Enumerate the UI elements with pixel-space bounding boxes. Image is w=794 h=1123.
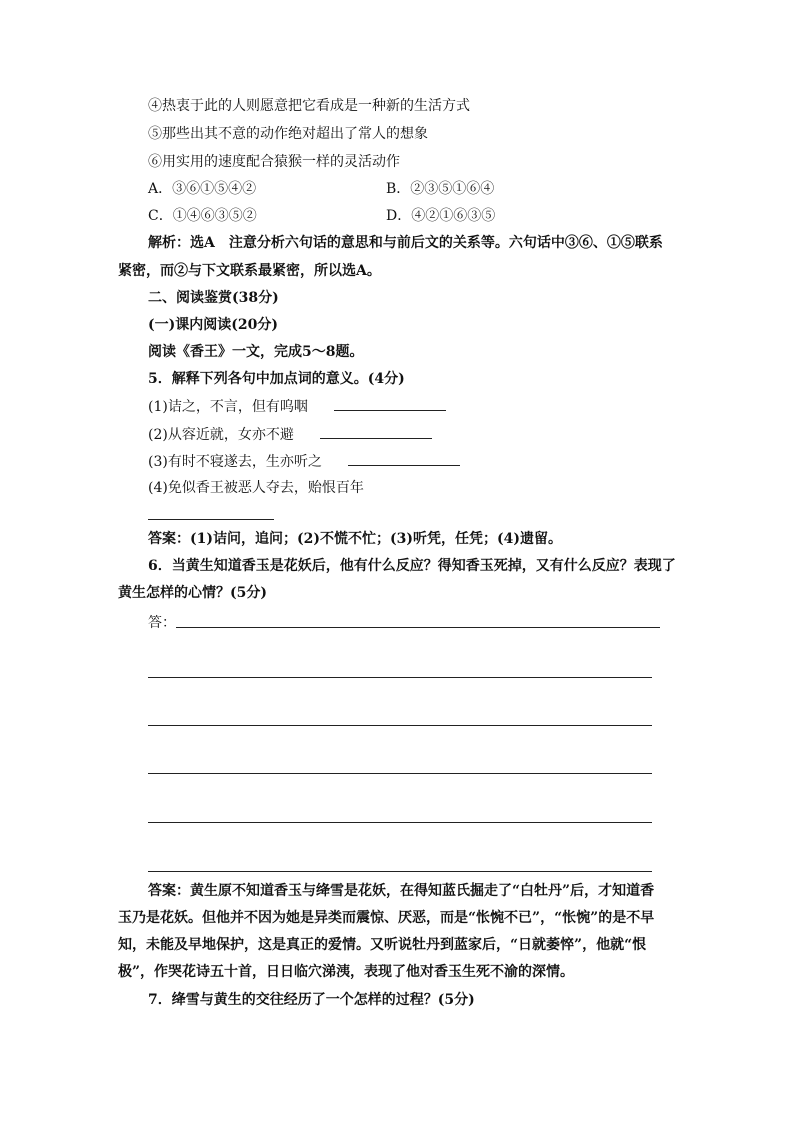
fill-blank[interactable]: [148, 519, 274, 520]
answer-blank-line[interactable]: [148, 677, 652, 678]
choice-b: B．②③⑤①⑥④: [386, 181, 495, 197]
choice-a: A．③⑥①⑤④②: [148, 181, 257, 197]
analysis-line-2: 紧密，而②与下文联系最紧密，所以选A。: [118, 263, 381, 279]
option-6-text: ⑥用实用的速度配合猿猴一样的灵活动作: [148, 154, 400, 170]
question-5-item-2: [148, 424, 432, 445]
choice-c: C．①④⑥③⑤②: [148, 208, 257, 224]
section-heading: 二、阅读鉴赏(38分): [148, 290, 279, 306]
item-text: (3)有时不寝遂去，生亦听之: [148, 454, 322, 470]
option-4-text: ④热衷于此的人则愿意把它看成是一种新的生活方式: [148, 98, 470, 114]
question-6-stem-line-2: 黄生怎样的心情？(5分): [118, 585, 267, 601]
item-text: (1)诘之，不言，但有呜咽: [148, 399, 308, 415]
fill-blank[interactable]: [320, 424, 432, 439]
fill-blank[interactable]: [348, 451, 460, 466]
answer-blank-line[interactable]: [148, 822, 652, 823]
question-7-stem: 7．绛雪与黄生的交往经历了一个怎样的过程？(5分): [148, 992, 475, 1008]
question-5-stem: 5．解释下列各句中加点词的意义。(4分): [148, 371, 405, 387]
question-6-answer-line-3: 知，未能及早地保护，这是真正的爱情。又听说牡丹到蓝家后，“日就萎悴”，他就“恨: [118, 937, 647, 953]
item-text: (2)从容近就，女亦不避: [148, 427, 294, 443]
question-5-item-3: [148, 451, 460, 472]
question-5-answer: 答案：(1)诘问，追问；(2)不慌不忙；(3)听凭，任凭；(4)遗留。: [148, 531, 562, 547]
answer-blank-line[interactable]: [148, 871, 652, 872]
option-5-text: ⑤那些出其不意的动作绝对超出了常人的想象: [148, 126, 428, 142]
answer-blank-line[interactable]: [148, 773, 652, 774]
analysis-line-1: 解析：选A 注意分析六句话的意思和与前后文的关系等。六句话中③⑥、①⑤联系: [148, 235, 663, 251]
question-6-answer-line-2: 玉乃是花妖。但他并不因为她是异类而震惊、厌恶，而是“怅惋不已”，“怅惋”的是不早: [118, 910, 655, 926]
sub-section-heading: (一)课内阅读(20分): [148, 317, 278, 333]
question-6-stem-line-1: 6．当黄生知道香玉是花妖后，他有什么反应？得知香玉死掉，又有什么反应？表现了: [148, 558, 676, 574]
answer-blank-line[interactable]: [176, 627, 660, 628]
question-5-item-1: [148, 396, 446, 417]
answer-blank-line[interactable]: [148, 725, 652, 726]
question-5-item-4: (4)免似香王被恶人夺去，贻恨百年: [148, 480, 364, 496]
question-6-answer-line-4: 极”，作哭花诗五十首，日日临穴涕洟，表现了他对香玉生死不渝的深情。: [118, 964, 575, 980]
choice-d: D．④②①⑥③⑤: [386, 208, 496, 224]
fill-blank[interactable]: [334, 396, 446, 411]
reading-instruction: 阅读《香王》一文，完成5～8题。: [148, 344, 364, 360]
question-6-answer-line-1: 答案：黄生原不知道香玉与绛雪是花妖，在得知蓝氏掘走了“白牡丹”后，才知道香: [148, 883, 655, 899]
answer-label: 答：: [148, 615, 176, 631]
